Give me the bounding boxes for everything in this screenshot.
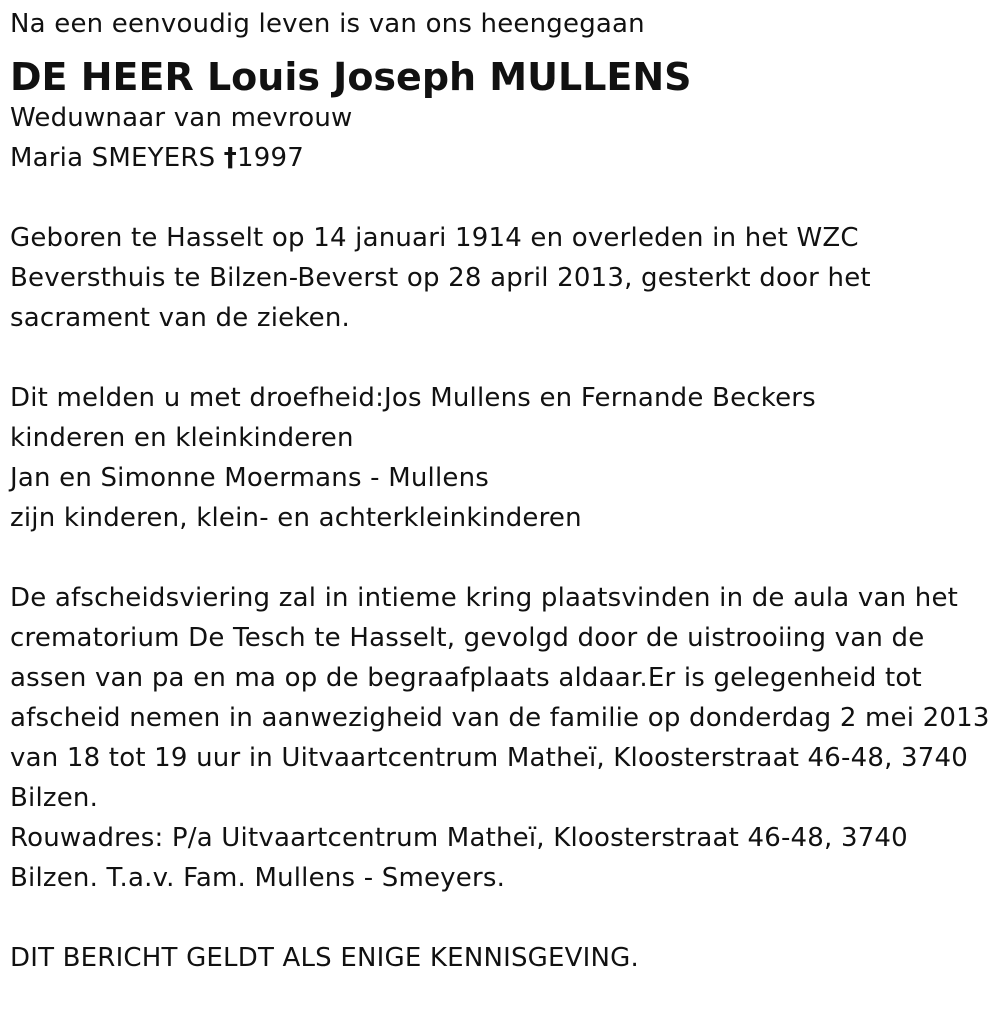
- ceremony-line-5: van 18 tot 19 uur in Uitvaartcentrum Matheï, Kloosterstraat 46-48, 3740: [10, 743, 969, 773]
- spouse-line-2: [10, 138, 1000, 178]
- birth-death-line-1: Geboren te Hasselt op 14 januari 1914 en overleden in het WZC: [10, 223, 859, 253]
- ceremony-line-3: assen van pa en ma op de begraafplaats aldaar.Er is gelegenheid tot: [10, 663, 922, 693]
- ceremony-line-2: crematorium De Tesch te Hasselt, gevolgd door de uistrooiing van de: [10, 623, 925, 653]
- birth-death-line-3: sacrament van de zieken.: [10, 303, 351, 333]
- family-line-4: zijn kinderen, klein- en achterkleinkinderen: [10, 503, 582, 533]
- intro-text: Na een eenvoudig leven is van ons heengegaan: [10, 9, 645, 39]
- spacer: [10, 178, 1000, 218]
- spacer: [10, 338, 1000, 378]
- spacer: [10, 898, 1000, 938]
- notice-text: DIT BERICHT GELDT ALS ENIGE KENNISGEVING.: [10, 943, 639, 973]
- ceremony-line-1: De afscheidsviering zal in intieme kring plaatsvinden in de aula van het: [10, 583, 959, 613]
- spacer: [10, 538, 1000, 578]
- birth-death-line-2: Beversthuis te Bilzen-Beverst op 28 april 2013, gesterkt door het: [10, 263, 871, 293]
- family-line-2: kinderen en kleinkinderen: [10, 423, 354, 453]
- family-line-1: Dit melden u met droefheid:Jos Mullens en Fernande Beckers: [10, 383, 816, 413]
- deceased-name: DE HEER Louis Joseph MULLENS: [10, 55, 692, 99]
- mourning-address-line-2: Bilzen. T.a.v. Fam. Mullens - Smeyers.: [10, 863, 506, 893]
- ceremony-line-4: afscheid nemen in aanwezigheid van de familie op donderdag 2 mei 2013: [10, 703, 990, 733]
- family-line-3: Jan en Simonne Moermans - Mullens: [10, 463, 490, 493]
- spouse-name: Maria SMEYERS: [10, 143, 224, 173]
- ceremony-line-6: Bilzen.: [10, 783, 99, 813]
- spouse-line-1: Weduwnaar van mevrouw: [10, 103, 353, 133]
- cross-icon: †: [223, 143, 237, 173]
- spouse-death-year: 1997: [237, 143, 304, 173]
- mourning-address-line-1: Rouwadres: P/a Uitvaartcentrum Matheï, Kloosterstraat 46-48, 3740: [10, 823, 908, 853]
